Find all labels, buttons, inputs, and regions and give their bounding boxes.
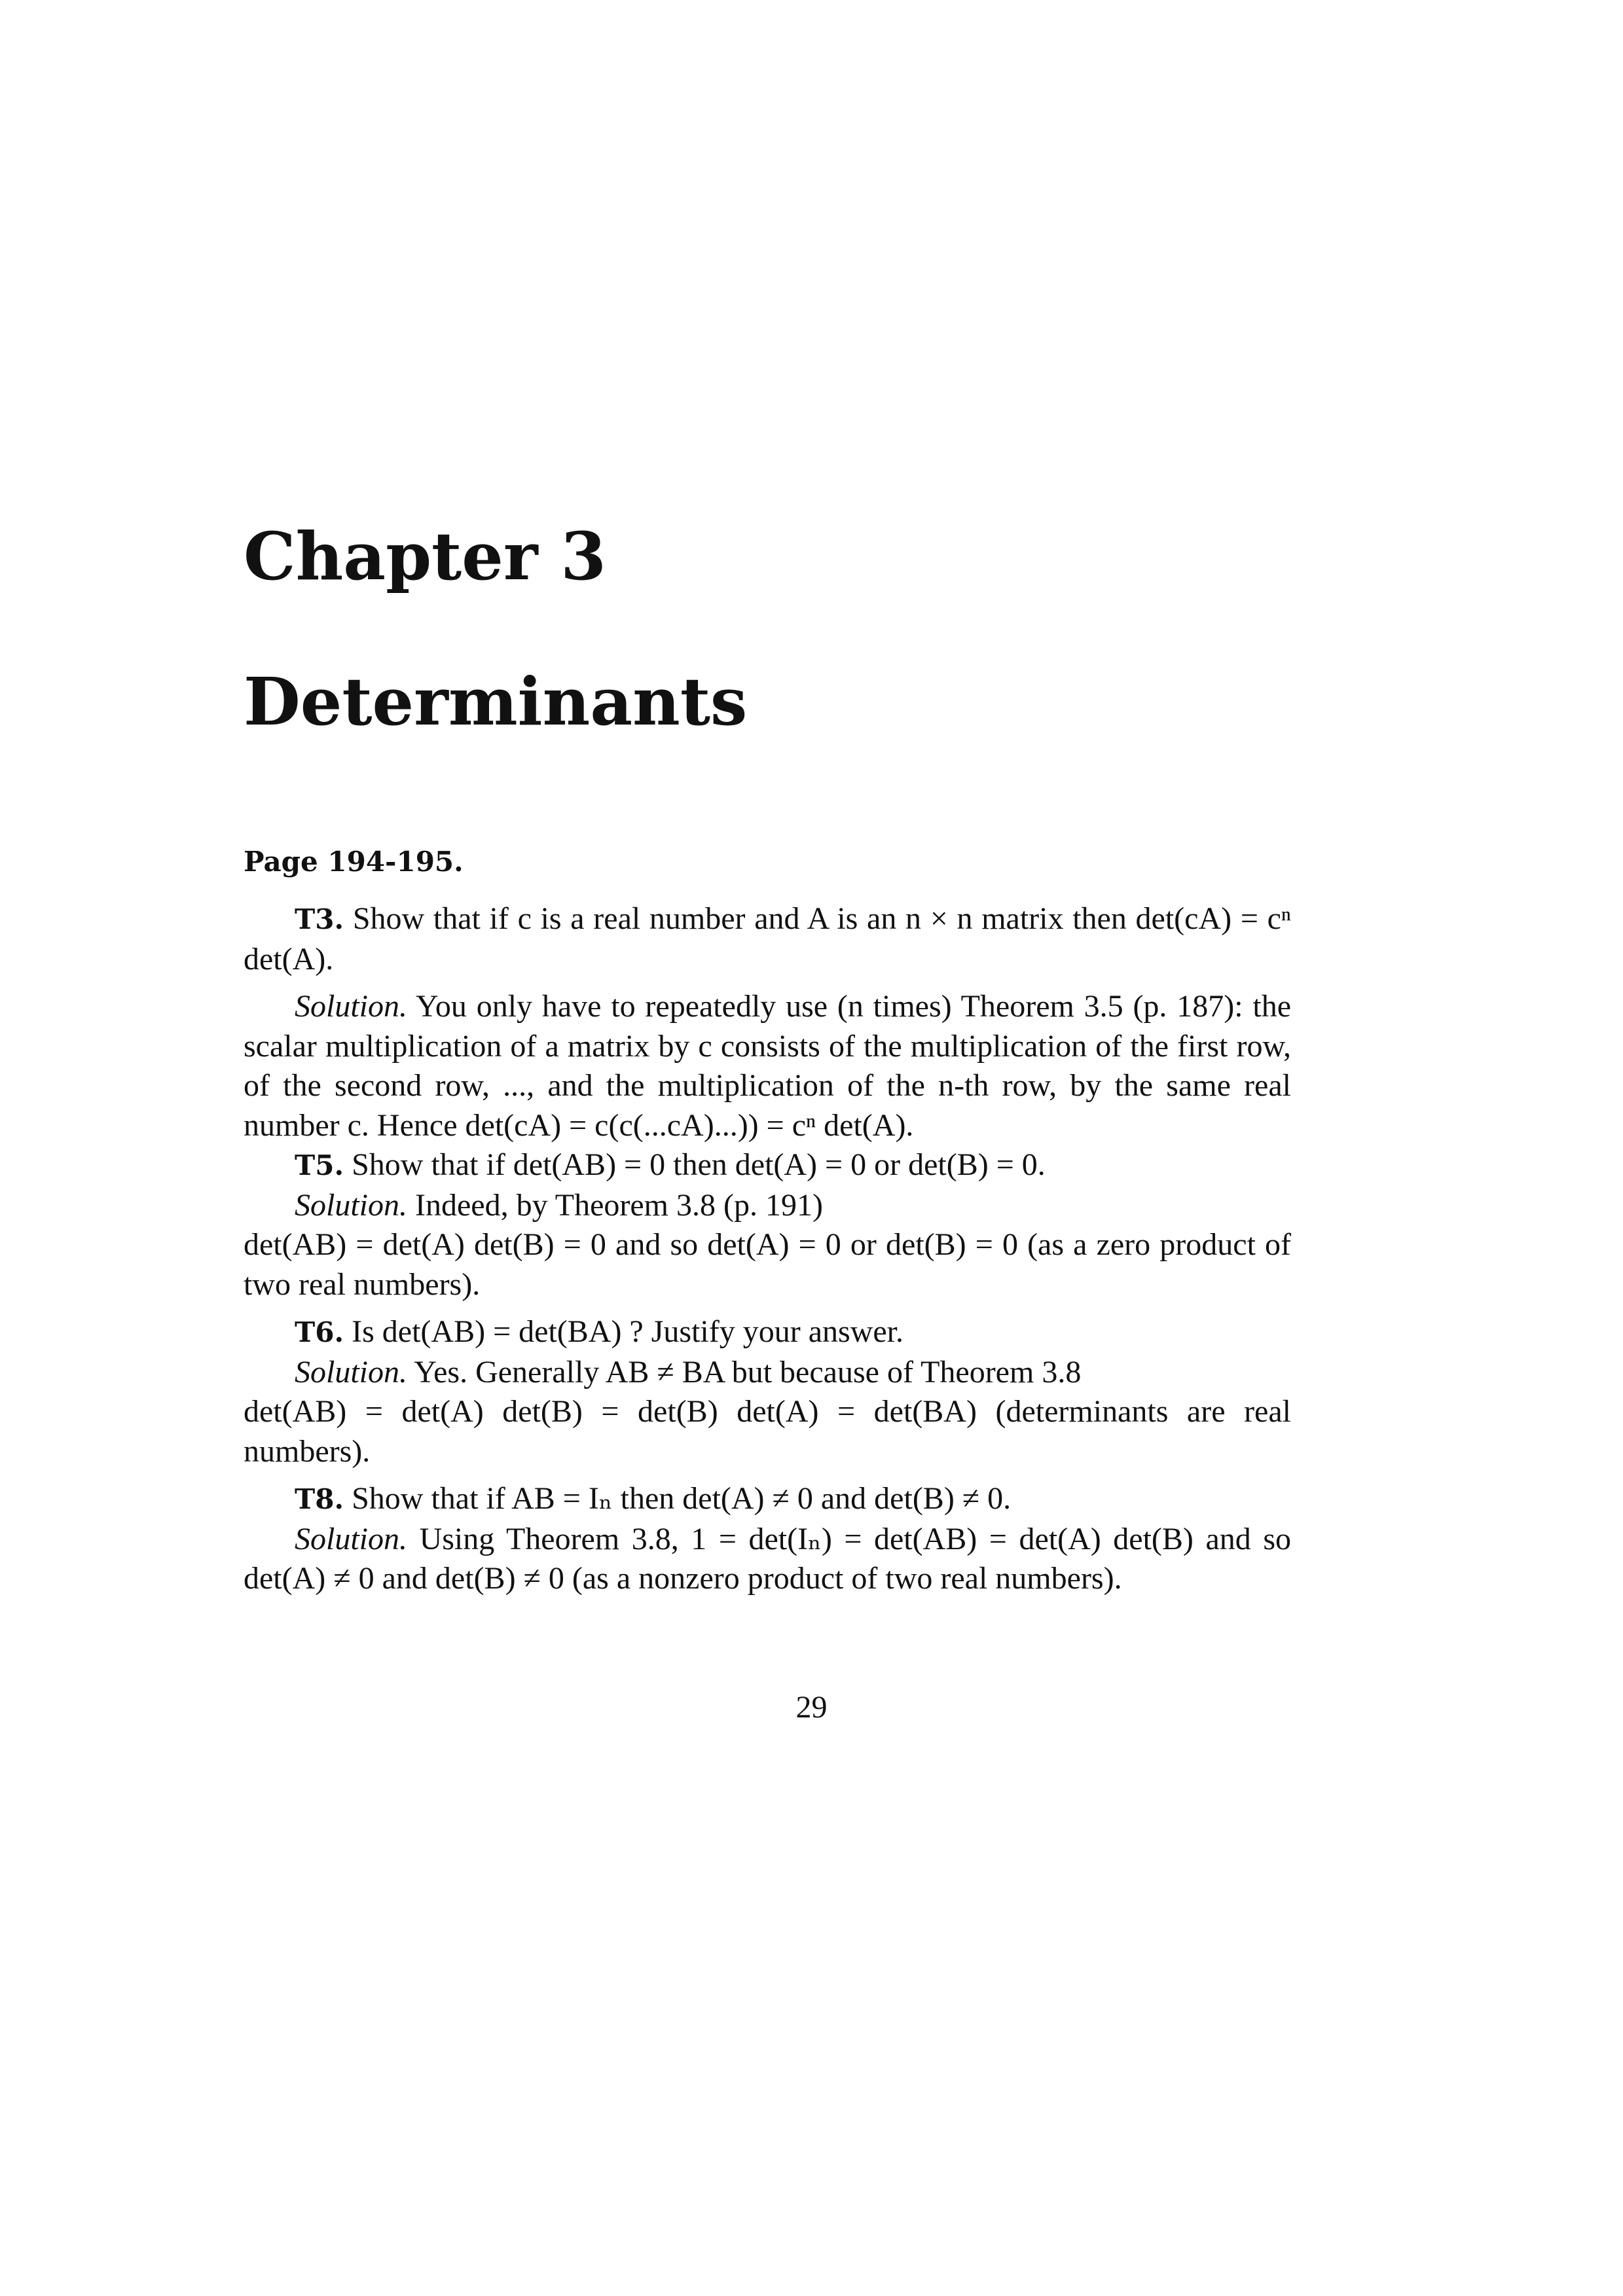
chapter-label: Chapter 3: [244, 518, 606, 595]
problem-label: T8.: [295, 1483, 344, 1515]
solution-text: Indeed, by Theorem 3.8 (p. 191): [415, 1187, 823, 1223]
page-number: 29: [795, 1690, 828, 1725]
solution-text: Using Theorem 3.8, 1 = det(Iₙ) = det(AB) = det(A) det(B) and so det(A) ≠ 0 and det(B) ≠ 0 (as a nonzero product of two real numbers).: [244, 1521, 1292, 1596]
problem-statement: Show that if AB = Iₙ then det(A) ≠ 0 and det(B) ≠ 0.: [352, 1481, 1012, 1516]
problem-label: T3.: [295, 903, 344, 935]
solution-label: Solution.: [295, 1354, 408, 1390]
problem-t6-solution: [244, 1353, 1291, 1393]
solution-label: Solution.: [295, 989, 408, 1024]
problem-t5-solution: [244, 1186, 1291, 1226]
solution-text: det(AB) = det(A) det(B) = 0 and so det(A) = 0 or det(B) = 0 (as a zero product of two real numbers).: [244, 1227, 1291, 1302]
problem-t5-solution-cont: [244, 1225, 1291, 1304]
solution-text: det(AB) = det(A) det(B) = det(B) det(A) = det(BA) (determinants are real numbers).: [244, 1394, 1291, 1469]
problem-t8-statement: [244, 1479, 1291, 1520]
problem-statement: Show that if det(AB) = 0 then det(A) = 0 or det(B) = 0.: [352, 1147, 1046, 1182]
problem-t3-statement: [244, 899, 1291, 979]
solution-label: Solution.: [295, 1187, 408, 1223]
chapter-title: Determinants: [244, 663, 748, 740]
solution-text: You only have to repeatedly use (n times) Theorem 3.5 (p. 187): the scalar multiplication of a matrix by c consists of the multiplication of the first row, of the second row, ..., and the multiplication of the n-th row, by the same real number c. Hence det(cA) = c(c(...cA)...)) = cⁿ det(A).: [244, 989, 1291, 1143]
problem-t6-solution-cont: [244, 1392, 1291, 1471]
problem-t8-solution: [244, 1520, 1291, 1599]
problem-label: T6.: [295, 1316, 344, 1348]
solution-label: Solution.: [295, 1521, 408, 1556]
page-body: [244, 899, 1291, 1599]
problem-statement: Is det(AB) = det(BA) ? Justify your answer.: [352, 1314, 904, 1349]
problem-label: T5.: [295, 1149, 344, 1181]
problem-t5-statement: [244, 1145, 1291, 1186]
section-heading: Page 194-195.: [244, 846, 464, 878]
problem-statement: Show that if c is a real number and A is an n × n matrix then det(cA) = cⁿ det(A).: [244, 901, 1292, 977]
problem-t3-solution: [244, 987, 1291, 1145]
solution-text: Yes. Generally AB ≠ BA but because of Theorem 3.8: [414, 1354, 1082, 1390]
problem-t6-statement: [244, 1312, 1291, 1353]
